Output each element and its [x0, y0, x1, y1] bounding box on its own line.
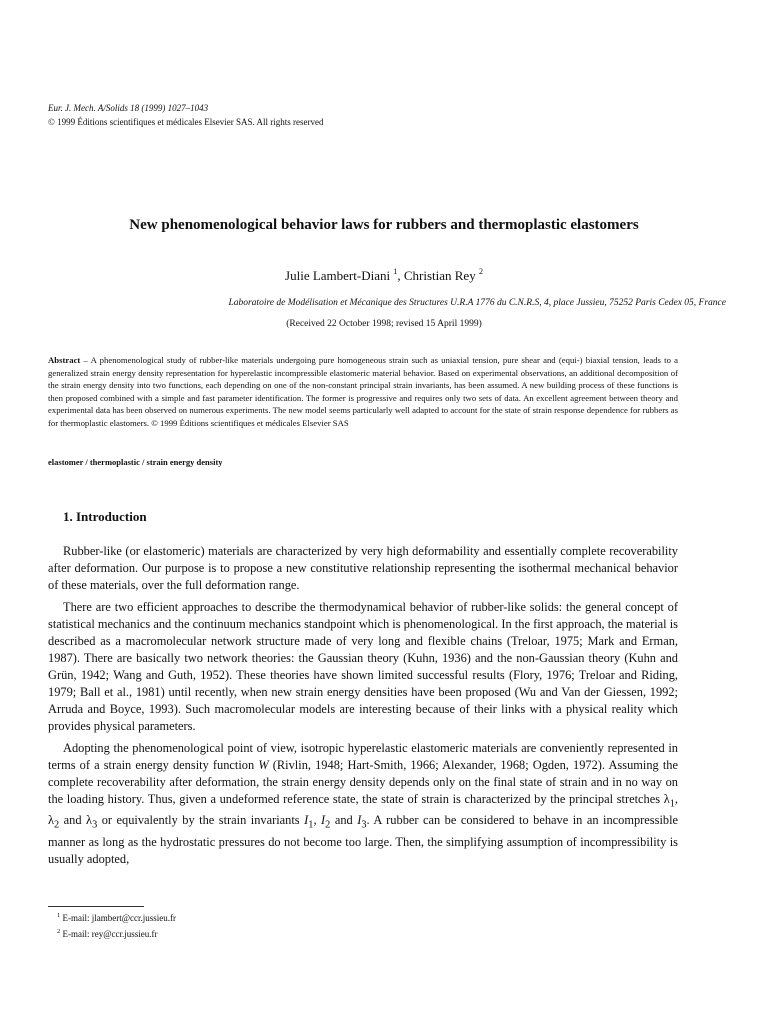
journal-header — [48, 101, 324, 129]
author-1-footnote-mark: 1 — [393, 267, 398, 276]
section-heading: 1. Introduction — [63, 509, 147, 524]
p3-text-g: and — [330, 813, 358, 828]
p3-text-f: , — [313, 813, 322, 828]
journal-citation: Eur. J. Mech. A/Solids 18 (1999) 1027–1043 — [48, 103, 209, 113]
paragraph-3 — [48, 740, 678, 868]
paragraph-2: There are two efficient approaches to describe the thermodynamical behavior of rubber-like solids: the general concept of statistical mechanics and the continuum mechanics standpoint which is phenomenological. In the first approach, the material is described as a macromolecular network structure made of very long and flexible chains (Treloar, 1975; Mark and Erman, 1987). There are basically two network theories: the Gaussian theory (Kuhn, 1936) and the non-Gaussian theory (Kuhn and Grün, 1942; Wang and Guth, 1952). These theories have shown limited successful results (Flory, 1976; Treloar and Riding, 1979; Ball et al., 1981) until recently, when new strain energy densities have been proposed (Wu and Van der Giessen, 1992; Arruda and Boyce, 1993). Such macromolecular models are interesting because of their links with a physical reality which provides physical parameters. — [48, 600, 678, 733]
footnote-1-mark: 1 — [57, 912, 61, 919]
p3-text-b: (Rivlin, 1948; Hart-Smith, 1966; Alexander, 1968; Ogden, 1972). Assuming the complete recoverability after deformation, the strain energy density depends only on the final state of strain and in no way on the loading history. Thus, given a undeformed reference state, the state of strain is characterized by the principal stretches λ — [48, 758, 678, 806]
footnotes — [57, 909, 176, 941]
p3-text-e: or equivalently by the strain invariants — [97, 813, 305, 828]
symbol-I1: I — [304, 813, 309, 828]
abstract-text: – A phenomenological study of rubber-like materials undergoing pure homogeneous strain such as uniaxial tension, pure shear and (equi-) biaxial tension, leads to a generalized strain energy density representation for hyperelastic incompressible elastomeric material behavior. Based on experimental observations, an additional decomposition of the strain energy density into two functions, each depending on one of the non-constant principal strain invariants, has been assumed. A new building process of these functions is then proposed combined with a simple and fast parameter identification. The former is progressive and requires only two sets of data. An excellent agreement between theory and experimental data has been observed on numerous experiments. The new model seems particularly well adapted to account for the state of strain response dependence for rubbers as for thermoplastic elastomers. © 1999 Éditions scientifiques et médicales Elsevier SAS — [48, 355, 678, 428]
p3-text-d: and λ — [59, 813, 93, 828]
keywords: elastomer / thermoplastic / strain energy density — [48, 457, 223, 467]
subscript-i2: 2 — [325, 819, 331, 831]
author-line — [0, 263, 768, 285]
subscript-3: 3 — [92, 819, 98, 831]
footnote-2-mark: 2 — [57, 928, 61, 935]
subscript-i1: 1 — [308, 819, 314, 831]
p3-text-h: . A rubber can be considered to behave in an incompressible manner as long as the hydrostatic pressures do not become too large. Then, the simplifying assumption of incompressibility is usually adopted, — [48, 813, 679, 866]
author-separator: , — [397, 268, 404, 283]
footnote-2 — [57, 925, 176, 941]
subscript-1: 1 — [669, 798, 675, 810]
author-1: Julie Lambert-Diani — [285, 268, 391, 283]
symbol-I3: I — [357, 813, 362, 828]
footnote-1 — [57, 909, 176, 925]
p3-text-c: , λ — [48, 792, 678, 828]
footnote-2-text: E-mail: rey@ccr.jussieu.fr — [60, 929, 158, 939]
symbol-I2: I — [321, 813, 326, 828]
paper-title: New phenomenological behavior laws for rubbers and thermoplastic elastomers — [129, 217, 639, 233]
copyright-notice: © 1999 Éditions scientifiques et médicales Elsevier SAS. All rights reserved — [48, 117, 324, 127]
affiliation: Laboratoire de Modélisation et Mécanique des Structures U.R.A 1776 du C.N.R.S, 4, place Jussieu, 75252 Paris Cedex 05, France — [228, 298, 726, 308]
subscript-2: 2 — [54, 819, 60, 831]
author-2-footnote-mark: 2 — [478, 267, 483, 276]
footnote-1-text: E-mail: jlambert@ccr.jussieu.fr — [60, 913, 177, 923]
paragraph-1: Rubber-like (or elastomeric) materials are characterized by very high deformability and essentially complete recoverability after deformation. Our purpose is to propose a new constitutive relationship representing the isothermal mechanical behavior of these materials, over the full deformation range. — [48, 544, 678, 592]
body-text — [48, 543, 678, 873]
subscript-i3: 3 — [361, 819, 367, 831]
abstract — [48, 354, 678, 429]
received-dates: (Received 22 October 1998; revised 15 April 1999) — [286, 319, 482, 329]
symbol-W: W — [258, 758, 269, 772]
footnote-divider — [48, 906, 144, 907]
p3-text-a: Adopting the phenomenological point of view, isotropic hyperelastic elastomeric materials are conveniently represented in terms of a strain energy density function — [48, 741, 678, 772]
author-2: Christian Rey — [403, 268, 476, 283]
abstract-label: Abstract — [48, 355, 81, 365]
